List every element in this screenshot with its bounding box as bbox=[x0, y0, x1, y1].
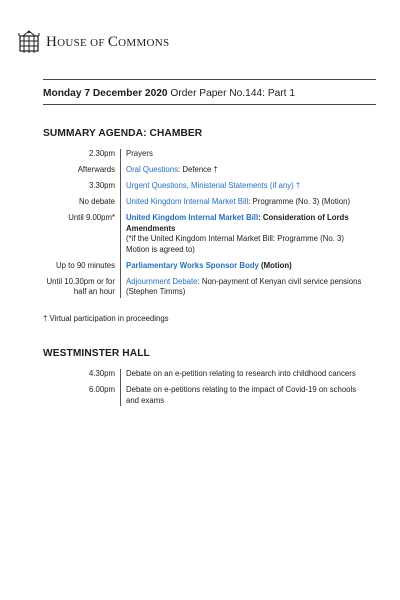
agenda-text: : Consideration of Lords Amendments bbox=[126, 213, 349, 233]
agenda-link[interactable]: Urgent Questions, Ministerial Statements (if any) † bbox=[126, 181, 301, 190]
agenda-item bbox=[120, 277, 363, 298]
agenda-link[interactable]: United Kingdom Internal Market Bill bbox=[126, 197, 249, 206]
agenda-time: Afterwards bbox=[77, 165, 115, 174]
agenda-row bbox=[43, 277, 363, 298]
agenda-text: Debate on an e-petition relating to research into childhood cancers bbox=[126, 369, 356, 378]
chamber-title: SUMMARY AGENDA: CHAMBER bbox=[43, 128, 203, 139]
agenda-time: Up to 90 minutes bbox=[56, 260, 115, 270]
agenda-link[interactable]: Parliamentary Works Sponsor Body bbox=[126, 260, 259, 270]
agenda-time: Until 10.30pm or for half an hour bbox=[46, 276, 115, 296]
bottom-rule bbox=[43, 104, 376, 105]
organisation-name: HOUSE OF COMMONS bbox=[46, 33, 170, 50]
agenda-item bbox=[120, 213, 363, 255]
agenda-item bbox=[120, 165, 363, 176]
agenda-row bbox=[43, 213, 363, 255]
agenda-time: Until 9.00pm* bbox=[68, 213, 115, 222]
agenda-text: : Programme (No. 3) (Motion) bbox=[248, 197, 351, 206]
agenda-item bbox=[120, 261, 363, 272]
agenda-text: : Non-payment of Kenyan civil service pensions (Stephen Timms) bbox=[126, 276, 362, 296]
agenda-link[interactable]: United Kingdom Internal Market Bill bbox=[126, 213, 259, 222]
agenda-row bbox=[43, 261, 363, 272]
agenda-link[interactable]: Adjournment Debate bbox=[126, 276, 198, 286]
agenda-item bbox=[120, 197, 363, 208]
top-rule bbox=[43, 79, 376, 80]
footnote: † Virtual participation in proceedings bbox=[43, 314, 169, 323]
westminster-agenda bbox=[43, 369, 363, 406]
agenda-row bbox=[43, 149, 363, 160]
agenda-text: : Defence † bbox=[178, 165, 218, 174]
chamber-agenda bbox=[43, 149, 363, 298]
order-paper-heading bbox=[43, 88, 295, 99]
agenda-row bbox=[43, 197, 363, 208]
agenda-text: Debate on e-petitions relating to the impact of Covid-19 on schools and exams bbox=[126, 385, 357, 405]
agenda-link[interactable]: Oral Questions bbox=[126, 165, 179, 174]
agenda-row bbox=[43, 181, 363, 192]
agenda-item bbox=[120, 385, 363, 406]
agenda-time: 3.30pm bbox=[88, 181, 115, 190]
agenda-item bbox=[120, 181, 363, 192]
agenda-time: 4.30pm bbox=[88, 369, 115, 378]
portcullis-icon bbox=[18, 30, 40, 54]
agenda-row bbox=[43, 385, 363, 406]
agenda-time: 6.00pm bbox=[88, 385, 115, 394]
agenda-text: Prayers bbox=[126, 149, 153, 158]
agenda-row bbox=[43, 369, 363, 380]
westminster-title: WESTMINSTER HALL bbox=[43, 348, 150, 359]
paper-date: Monday 7 December 2020 bbox=[43, 88, 168, 99]
agenda-text: (Motion) bbox=[258, 260, 292, 270]
agenda-row bbox=[43, 165, 363, 176]
agenda-text: (*if the United Kingdom Internal Market Bill: Programme (No. 3) Motion is agreed to) bbox=[126, 234, 344, 254]
order-paper-number: Order Paper No.144: Part 1 bbox=[170, 88, 295, 99]
agenda-time: No debate bbox=[79, 197, 115, 206]
agenda-item bbox=[120, 149, 363, 160]
agenda-time: 2.30pm bbox=[88, 149, 115, 158]
header bbox=[18, 30, 169, 54]
agenda-item bbox=[120, 369, 363, 380]
